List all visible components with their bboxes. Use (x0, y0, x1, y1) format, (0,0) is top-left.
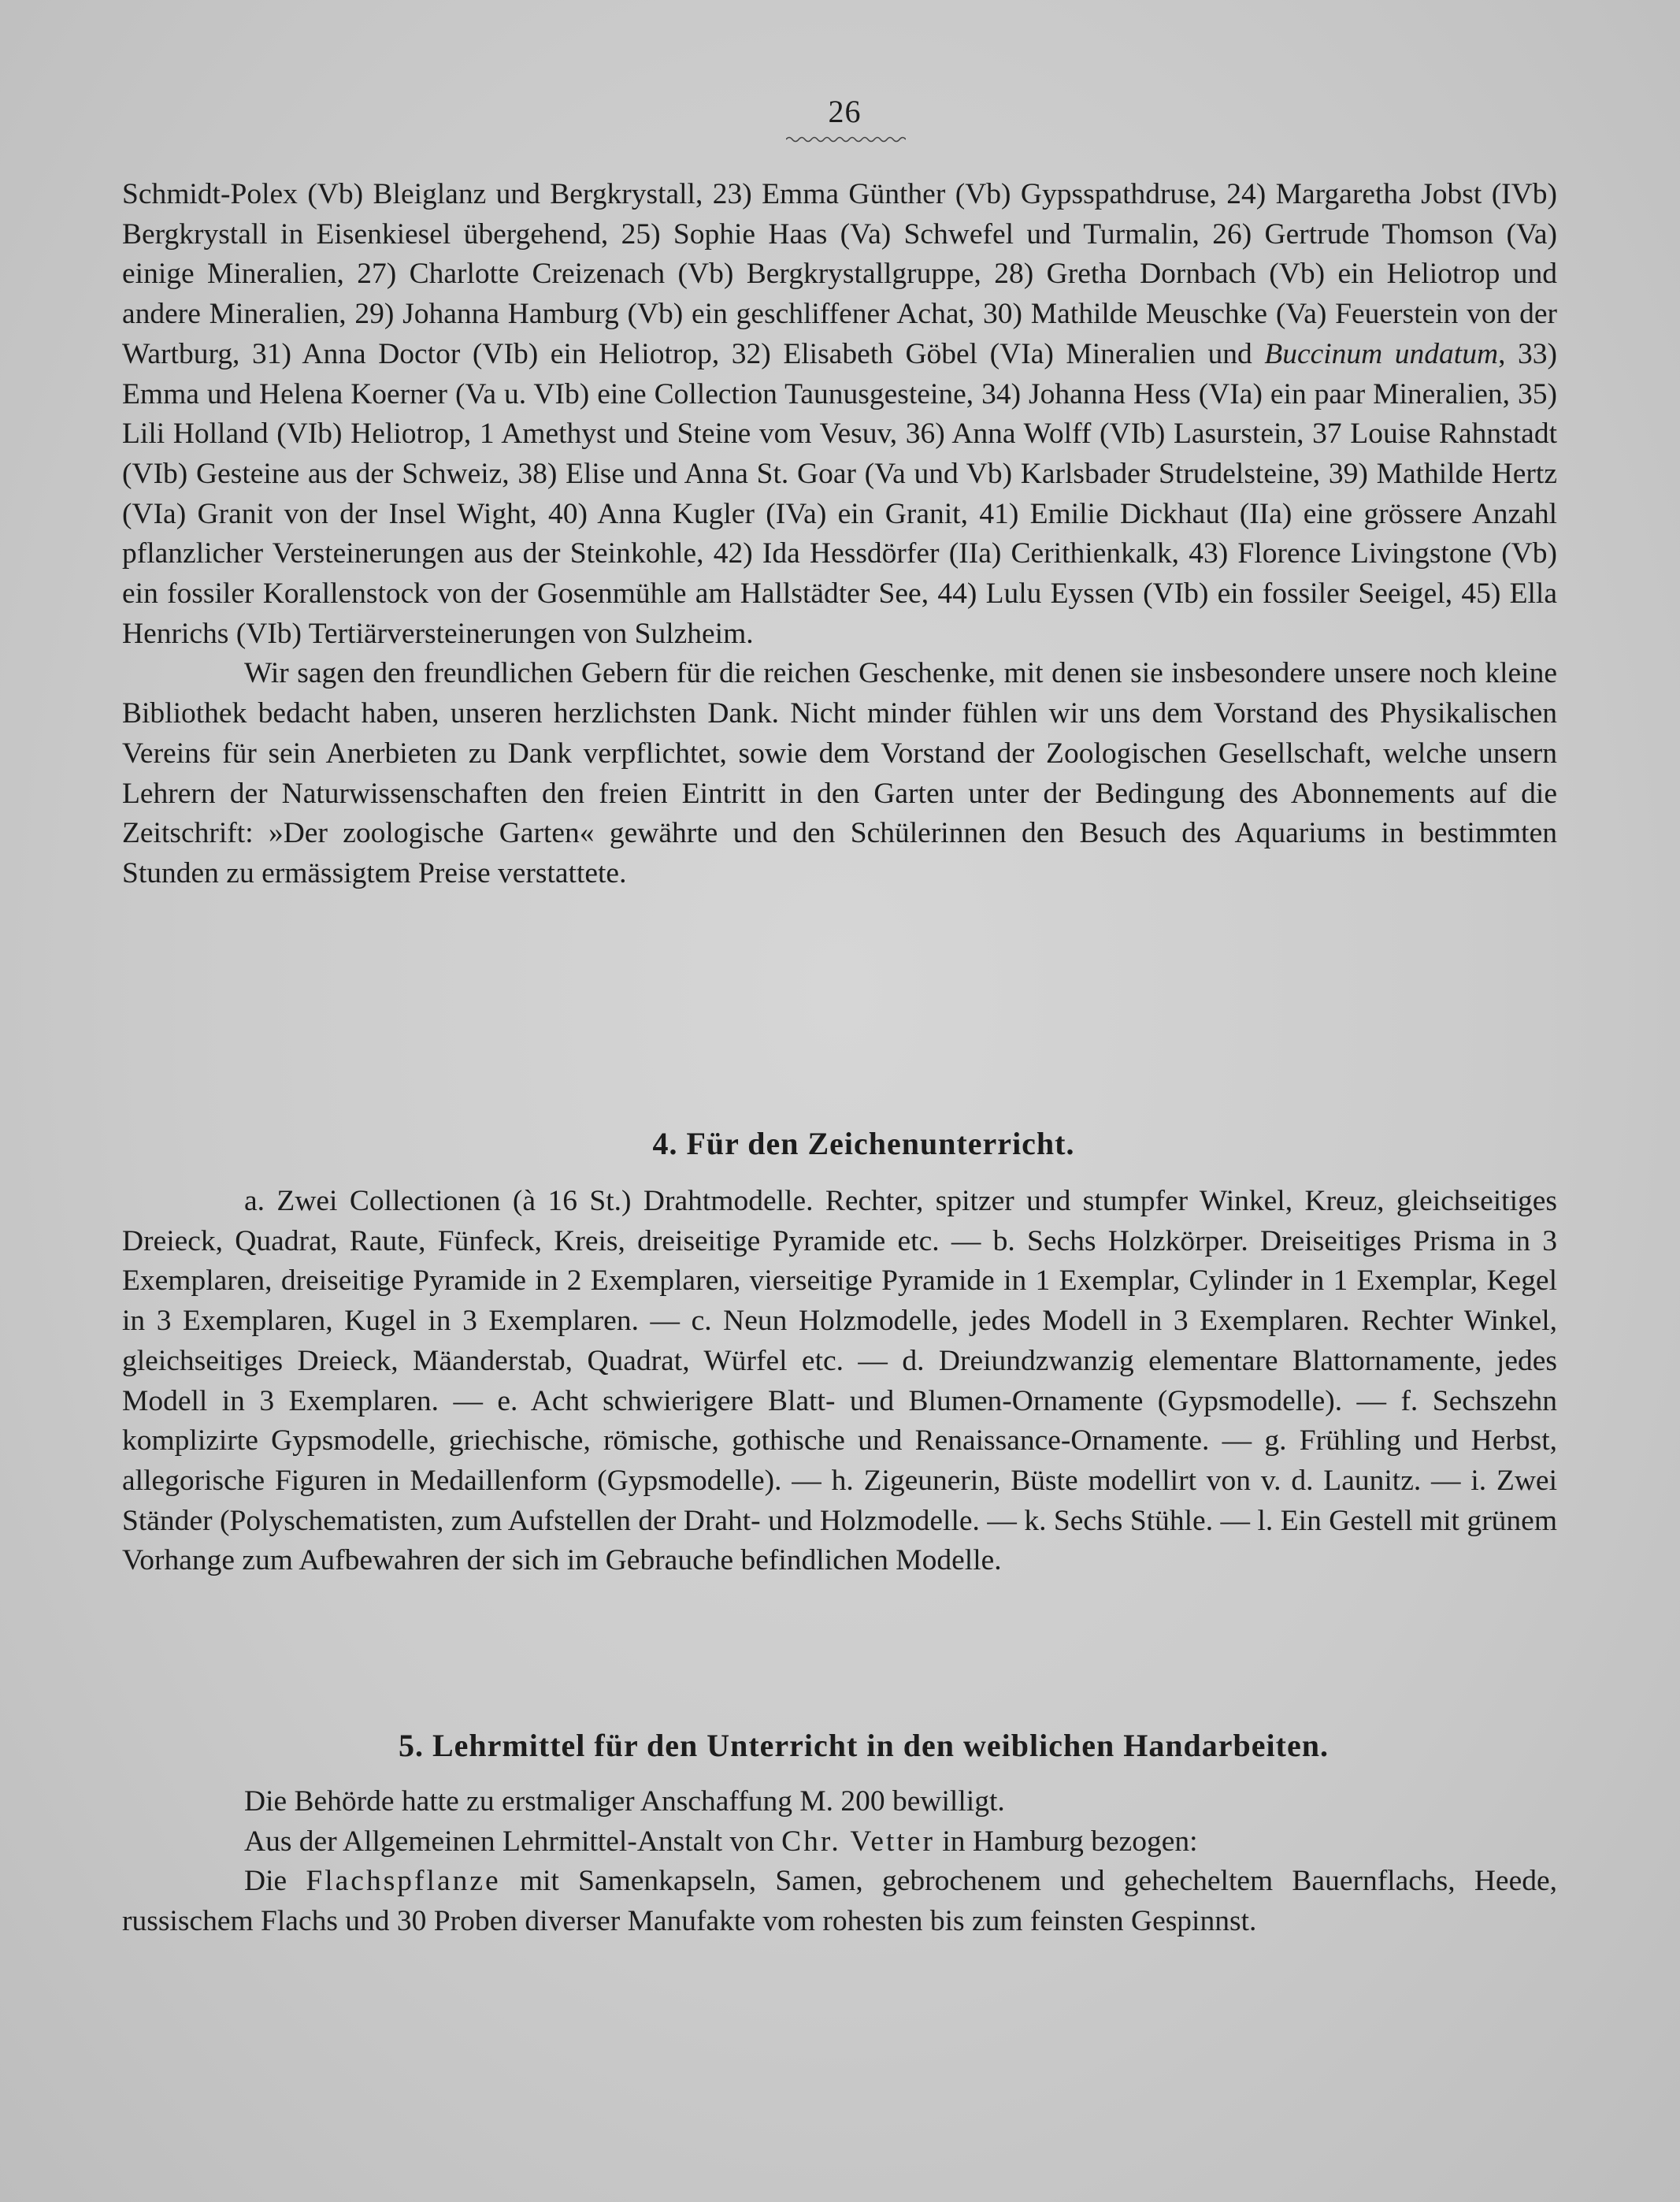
supplier-name: Chr. Vetter (781, 1825, 935, 1858)
supplier-paragraph (122, 1822, 1557, 1862)
budget-paragraph: Die Behörde hatte zu erstmaliger Anschaffung M. 200 bewilligt. (244, 1785, 1005, 1818)
flax-term: Flachspflanze (306, 1865, 501, 1898)
wavy-rule-ornament (786, 136, 906, 143)
page-number (0, 93, 1680, 133)
section-4-heading: 4. Für den Zeichenunterricht. (652, 1126, 1075, 1161)
supplier-text-a: Aus der Allgemeinen Lehrmittel-Anstalt von (244, 1825, 782, 1858)
flax-text-a: Die (244, 1865, 306, 1898)
page-number-text: 26 (828, 94, 862, 129)
section-5-heading: 5. Lehrmittel für den Unterricht in den weiblichen Handarbeiten. (399, 1728, 1329, 1763)
section-5-text (122, 1782, 1557, 1942)
flax-text-b: mit Samenkapseln, Samen, gebrochenem und gehecheltem Bauernflachs, Heede, russischem Flachs und 30 Proben diverser Manufakte vom rohesten bis zum feinsten Gespinnst. (122, 1865, 1557, 1938)
donations-text-part2: , 33) Emma und Helena Koerner (Va u. VIb) eine Collection Taunusgesteine, 34) Johanna Hess (VIa) ein paar Mineralien, 35) Lili Holland (VIb) Heliotrop, 1 Amethyst und Steine vom Vesuv, 36) Anna Wolff (VIb) Lasurstein, 37 Louise Rahnstadt (VIb) Gesteine aus der Schweiz, 38) Elise und Anna St. Goar (Va und Vb) Karlsbader Strudelsteine, 39) Mathilde Hertz (VIa) Granit von der Insel Wight, 40) Anna Kugler (IVa) ein Granit, 41) Emilie Dickhaut (IIa) eine grössere Anzahl pflanzlicher Versteinerungen aus der Steinkohle, 42) Ida Hessdörfer (IIa) Cerithienkalk, 43) Florence Livingstone (Vb) ein fossiler Korallenstock von der Gosenmühle am Hallstädter See, 44) Lulu Eyssen (VIb) ein fossiler Seeigel, 45) Ella Henrichs (VIb) Tertiärversteinerungen von Sulzheim. (122, 337, 1557, 650)
section-4-text (122, 1182, 1557, 1581)
supplier-text-b: in Hamburg bezogen: (934, 1825, 1198, 1858)
thanks-paragraph: Wir sagen den freundlichen Gebern für die reichen Geschenke, mit denen sie insbesondere unsere noch kleine Bibliothek bedacht haben, unseren herzlichsten Dank. Nicht minder fühlen wir uns dem Vorstand des Physikalischen Vereins für sein Anerbieten zu Dank verpflichtet, sowie dem Vorstand der Zoologischen Gesellschaft, welche unsern Lehrern der Naturwissenschaften den freien Eintritt in den Garten unter der Bedingung des Abonnements auf die Zeitschrift: »Der zoologische Garten« gewährte und den Schülerinnen den Besuch des Aquariums in bestimmten Stunden zu ermässigtem Preise verstattete. (122, 657, 1557, 889)
donations-list-text (122, 175, 1557, 894)
flax-paragraph (122, 1862, 1557, 1941)
donations-paragraph (122, 175, 1557, 654)
donations-text-part1: Schmidt-Polex (Vb) Bleiglanz und Bergkrystall, 23) Emma Günther (Vb) Gypsspathdruse, 24) Margaretha Jobst (IVb) Bergkrystall in Eisenkiesel übergehend, 25) Sophie Haas (Va) Schwefel und Turmalin, 26) Gertrude Thomson (Va) einige Mineralien, 27) Charlotte Creizenach (Vb) Bergkrystallgruppe, 28) Gretha Dornbach (Vb) ein Heliotrop und andere Mineralien, 29) Johanna Hamburg (Vb) ein geschliffener Achat, 30) Mathilde Meuschke (Va) Feuerstein von der Wartburg, 31) Anna Doctor (VIb) ein Heliotrop, 32) Elisabeth Göbel (VIa) Mineralien und (122, 178, 1557, 370)
donations-italic-species: Buccinum undatum (1264, 337, 1499, 370)
drawing-materials-paragraph: a. Zwei Collectionen (à 16 St.) Drahtmodelle. Rechter, spitzer und stumpfer Winkel, Kreuz, gleichseitiges Dreieck, Quadrat, Raute, Fünfeck, Kreis, dreiseitige Pyramide etc. — b. Sechs Holzkörper. Dreiseitiges Prisma in 3 Exemplaren, dreiseitige Pyramide in 2 Exemplaren, vierseitige Pyramide in 1 Exemplar, Cylinder in 1 Exemplar, Kegel in 3 Exemplaren, Kugel in 3 Exemplaren. — c. Neun Holzmodelle, jedes Modell in 3 Exemplaren. Rechter Winkel, gleichseitiges Dreieck, Mäanderstab, Quadrat, Würfel etc. — d. Dreiundzwanzig elementare Blattornamente, jedes Modell in 3 Exemplaren. — e. Acht schwierigere Blatt- und Blumen-Ornamente (Gypsmodelle). — f. Sechszehn komplizirte Gypsmodelle, griechische, römische, gothische und Renaissance-Ornamente. — g. Frühling und Herbst, allegorische Figuren in Medaillenform (Gypsmodelle). — h. Zigeunerin, Büste modellirt von v. d. Launitz. — i. Zwei Ständer (Polyschematisten, zum Aufstellen der Draht- und Holzmodelle. — k. Sechs Stühle. — l. Ein Gestell mit grünem Vorhange zum Aufbewahren der sich im Gebrauche befindlichen Modelle. (122, 1185, 1557, 1577)
